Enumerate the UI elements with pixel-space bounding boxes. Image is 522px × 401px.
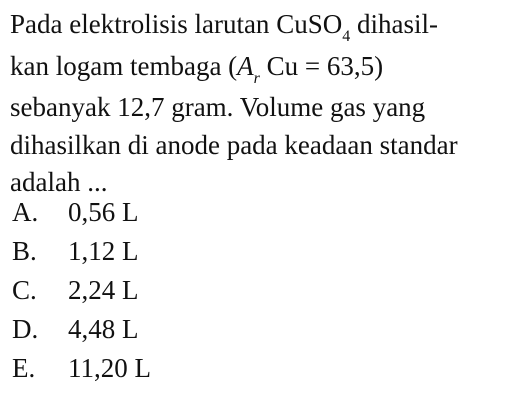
option-e[interactable] xyxy=(12,349,151,388)
question-text xyxy=(10,6,510,202)
option-text: 0,56 L xyxy=(68,197,139,227)
option-letter: B. xyxy=(12,236,37,266)
option-d[interactable] xyxy=(12,310,151,349)
option-letter: C. xyxy=(12,275,37,305)
option-text: 4,48 L xyxy=(68,314,139,344)
option-text: 11,20 L xyxy=(68,353,151,383)
option-c[interactable] xyxy=(12,271,151,310)
copper-sulfate-formula: CuSO$_4$ xyxy=(276,9,351,45)
option-b[interactable] xyxy=(12,232,151,271)
option-letter: E. xyxy=(12,353,36,383)
option-letter: A. xyxy=(12,197,39,227)
question-line-1: Pada elektrolisis larutan CuSO$_4$ dihasil- xyxy=(10,9,438,45)
answer-options xyxy=(12,193,151,388)
option-a[interactable] xyxy=(12,193,151,232)
question-line-5: adalah ... xyxy=(10,167,108,197)
relative-atomic-mass: $A_r$ Cu = 63,5) xyxy=(237,50,384,87)
option-letter: D. xyxy=(12,314,39,344)
option-text: 2,24 L xyxy=(68,275,139,305)
option-text: 1,12 L xyxy=(68,236,139,266)
question-line-2: kan logam tembaga ($A_r$ Cu = 63,5) xyxy=(10,50,384,87)
question-line-3: sebanyak 12,7 gram. Volume gas yang xyxy=(10,92,426,122)
question-line-4: dihasilkan di anode pada keadaan standar xyxy=(10,129,458,160)
